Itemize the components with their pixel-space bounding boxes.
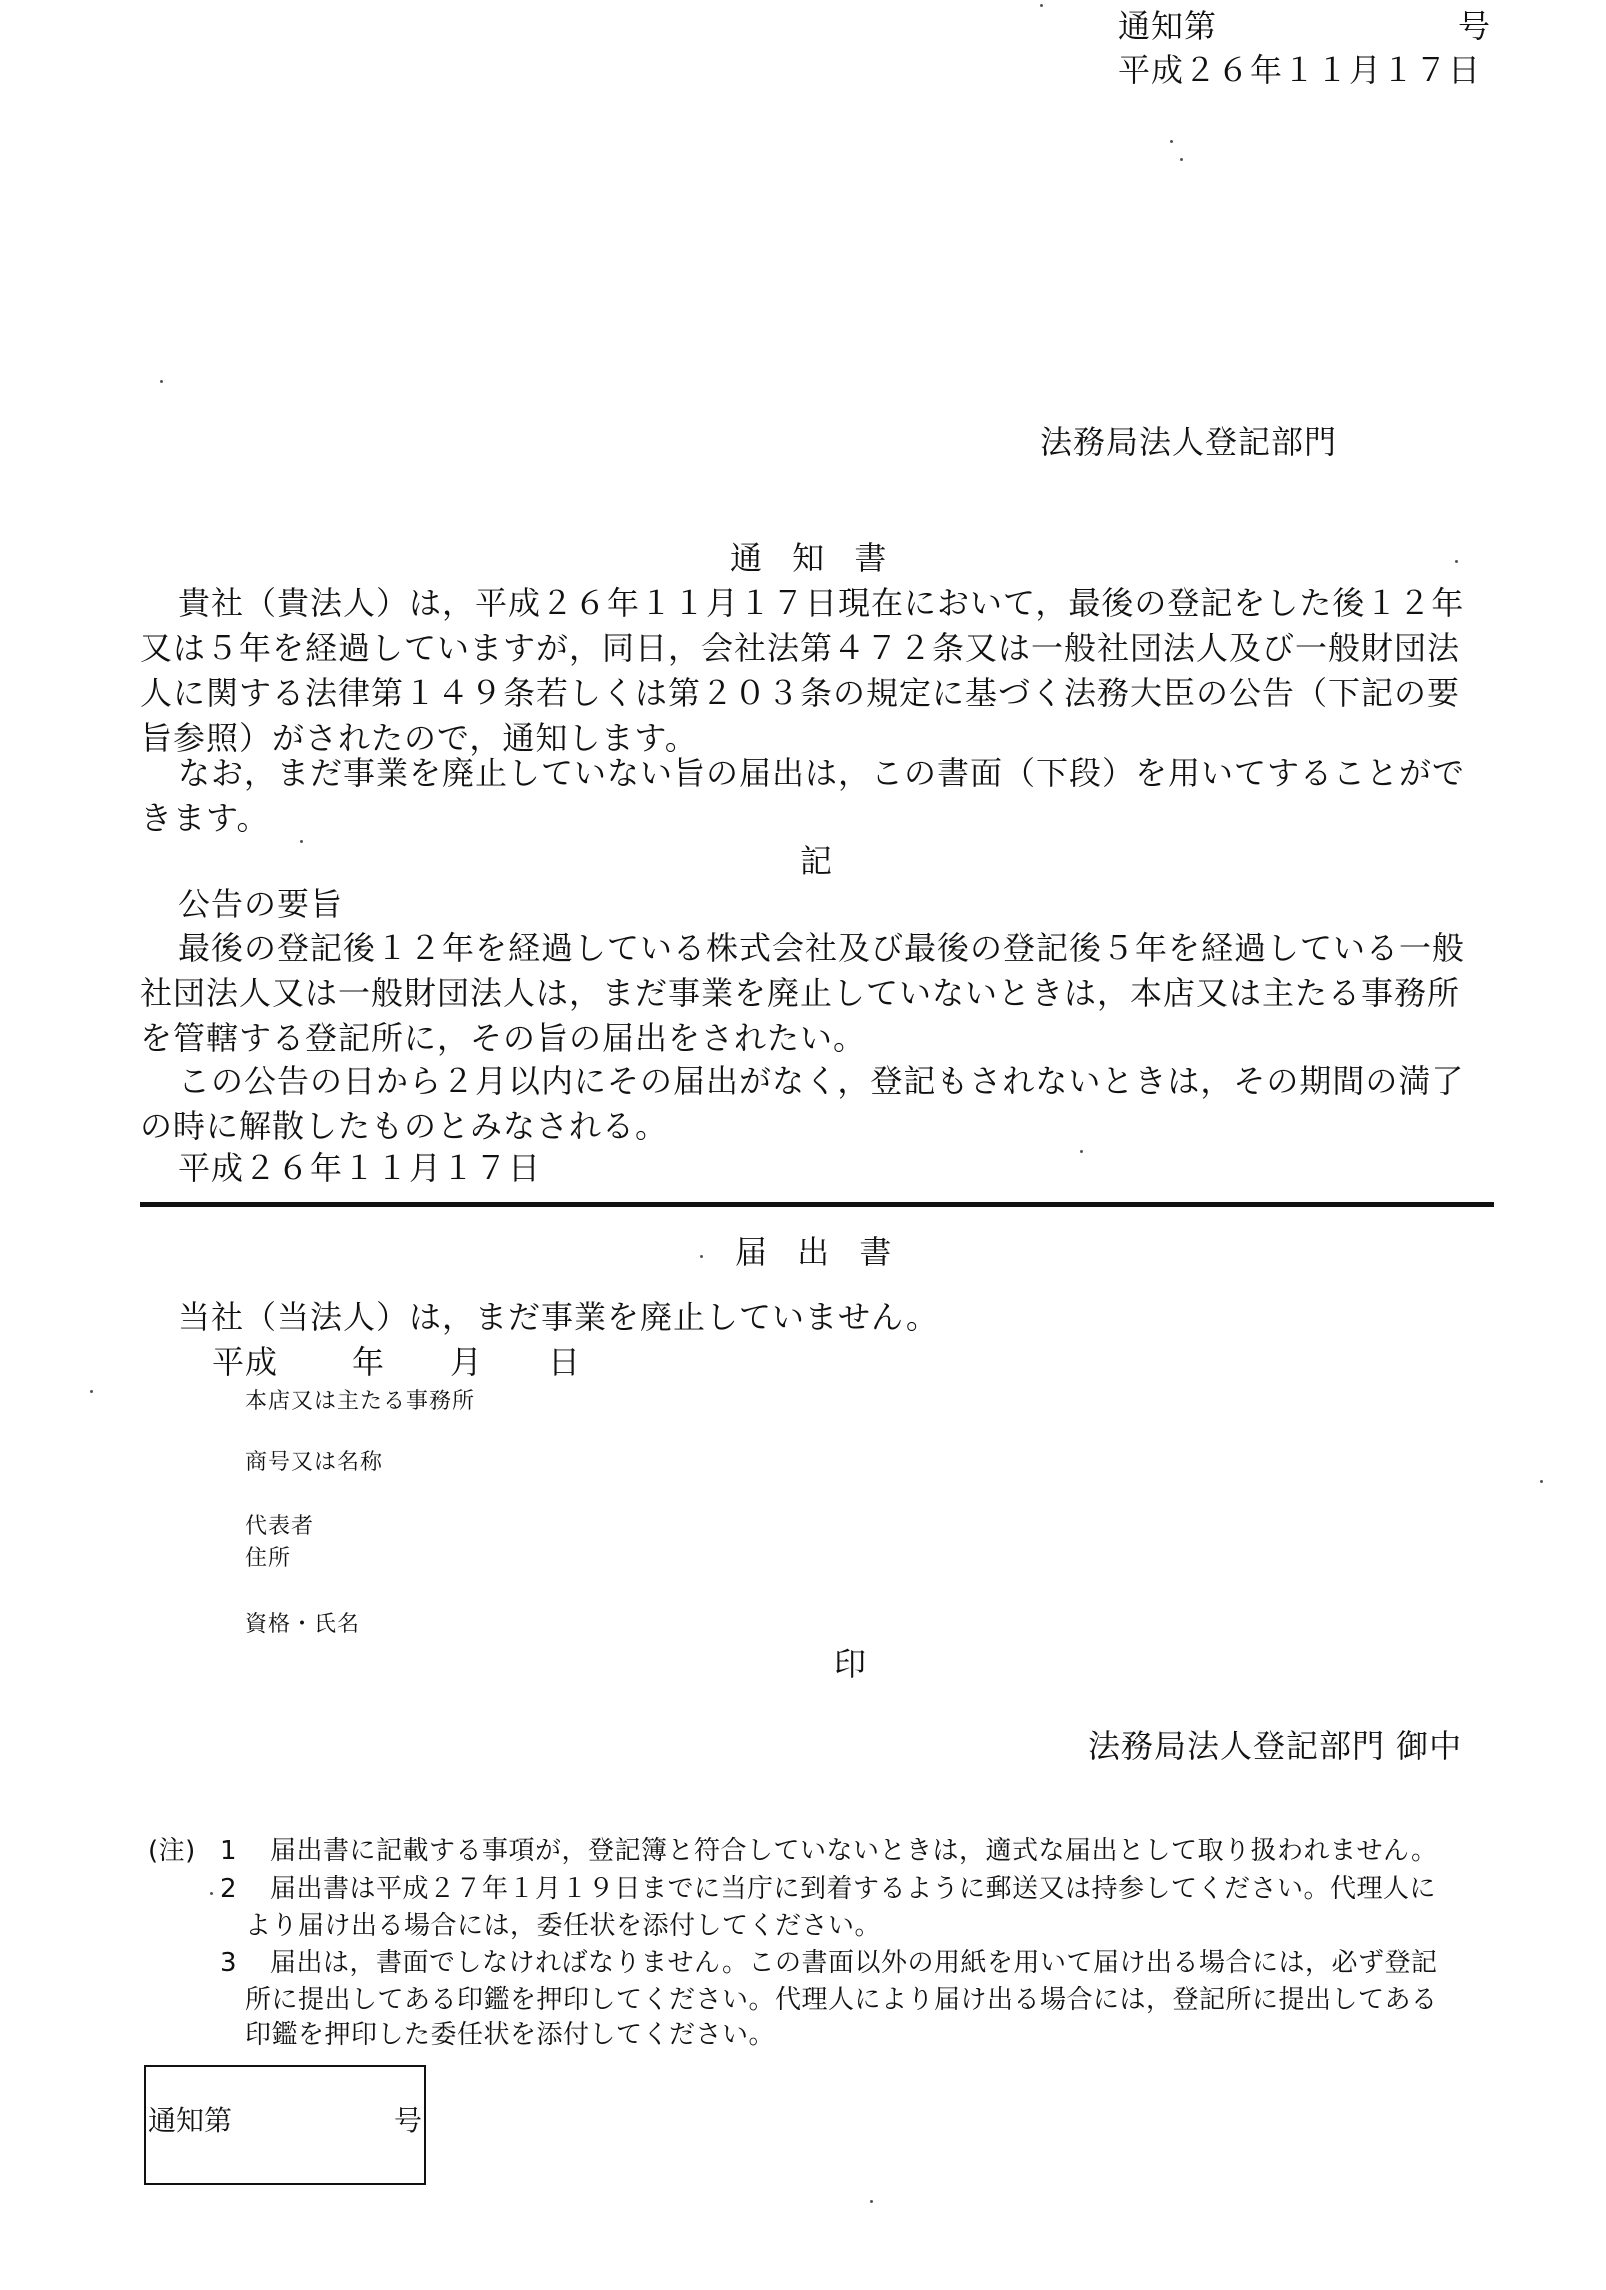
date-month-label: 月	[450, 1343, 484, 1381]
notice-number-suffix: 号	[1458, 7, 1492, 45]
ki-heading: 記	[800, 842, 834, 880]
scan-speck	[1080, 1150, 1083, 1153]
notice-body-line: 旨参照）がされたので，通知します。	[140, 719, 698, 757]
field-title-name: 資格・氏名	[245, 1612, 361, 1637]
notice-number-prefix: 通知第	[1118, 7, 1218, 45]
note-2-line: 届出書は平成２７年１月１９日までに当庁に到着するように郵送又は持参してください。代理人に	[270, 1874, 1437, 1904]
form-addressee: 法務局法人登記部門 御中	[1088, 1727, 1463, 1765]
notice-body-line: なお，まだ事業を廃止していない旨の届出は，この書面（下段）を用いてすることがで	[178, 754, 1466, 792]
section-divider	[140, 1202, 1494, 1207]
stub-prefix: 通知第	[148, 2104, 233, 2137]
scan-speck	[90, 1390, 93, 1393]
field-trade-name: 商号又は名称	[245, 1450, 384, 1475]
notice-number-stub	[144, 2065, 426, 2185]
field-representative: 代表者	[245, 1514, 315, 1539]
note-3-line: 届出は，書面でしなければなりません。この書面以外の用紙を用いて届け出る場合には，必ず登記	[270, 1948, 1438, 1978]
scan-speck	[300, 840, 303, 843]
scan-speck	[160, 380, 163, 383]
summary-line: 最後の登記後１２年を経過している株式会社及び最後の登記後５年を経過している一般	[178, 929, 1466, 967]
scan-speck	[1040, 4, 1043, 7]
notice-body-line: 又は５年を経過していますが，同日，会社法第４７２条又は一般社団法人及び一般財団法	[140, 629, 1461, 667]
summary-line: 社団法人又は一般財団法人は，まだ事業を廃止していないときは，本店又は主たる事務所	[140, 974, 1461, 1012]
note-number: 3	[220, 1948, 238, 1978]
scan-speck	[1170, 140, 1173, 143]
field-head-office: 本店又は主たる事務所	[245, 1389, 476, 1414]
note-2-line: より届け出る場合には，委任状を添付してください。	[245, 1911, 882, 1941]
notes-label: (注)	[148, 1836, 196, 1866]
scan-speck	[870, 2200, 873, 2203]
form-title: 届 出 書	[735, 1233, 902, 1271]
issuer-name: 法務局法人登記部門	[1040, 423, 1338, 461]
summary-line: を管轄する登記所に，その旨の届出をされたい。	[140, 1019, 867, 1057]
summary-heading: 公告の要旨	[178, 885, 344, 923]
scan-speck	[700, 1255, 703, 1258]
note-number: 1	[220, 1836, 238, 1866]
seal-mark: 印	[834, 1645, 868, 1683]
notice-body-line: きます。	[140, 799, 270, 837]
date-day-label: 日	[548, 1343, 582, 1381]
scan-speck	[1540, 1480, 1543, 1483]
note-3-line: 所に提出してある印鑑を押印してください。代理人により届け出る場合には，登記所に提出してある	[245, 1985, 1438, 2015]
stub-suffix: 号	[394, 2104, 423, 2137]
summary-line: この公告の日から２月以内にその届出がなく，登記もされないときは，その期間の満了	[178, 1062, 1465, 1100]
notice-body-line: 人に関する法律第１４９条若しくは第２０３条の規定に基づく法務大臣の公告（下記の要	[140, 674, 1461, 712]
note-1-line: 届出書に記載する事項が，登記簿と符合していないときは，適式な届出として取り扱われません。	[270, 1836, 1438, 1866]
note-number: 2	[220, 1874, 238, 1904]
summary-date: 平成２６年１１月１７日	[178, 1149, 542, 1187]
issue-date: 平成２６年１１月１７日	[1118, 51, 1482, 89]
form-statement: 当社（当法人）は，まだ事業を廃止していません。	[178, 1298, 939, 1336]
scan-speck	[1180, 158, 1183, 161]
notice-body-line: 貴社（貴法人）は，平成２６年１１月１７日現在において，最後の登記をした後１２年	[178, 584, 1465, 622]
notice-title: 通 知 書	[730, 539, 897, 577]
note-3-line: 印鑑を押印した委任状を添付してください。	[245, 2020, 776, 2050]
scan-speck	[1455, 560, 1458, 563]
date-era: 平成	[212, 1343, 279, 1381]
summary-line: の時に解散したものとみなされる。	[140, 1107, 669, 1145]
scan-speck	[210, 1892, 213, 1895]
field-address: 住所	[245, 1546, 292, 1571]
date-year-label: 年	[352, 1343, 386, 1381]
